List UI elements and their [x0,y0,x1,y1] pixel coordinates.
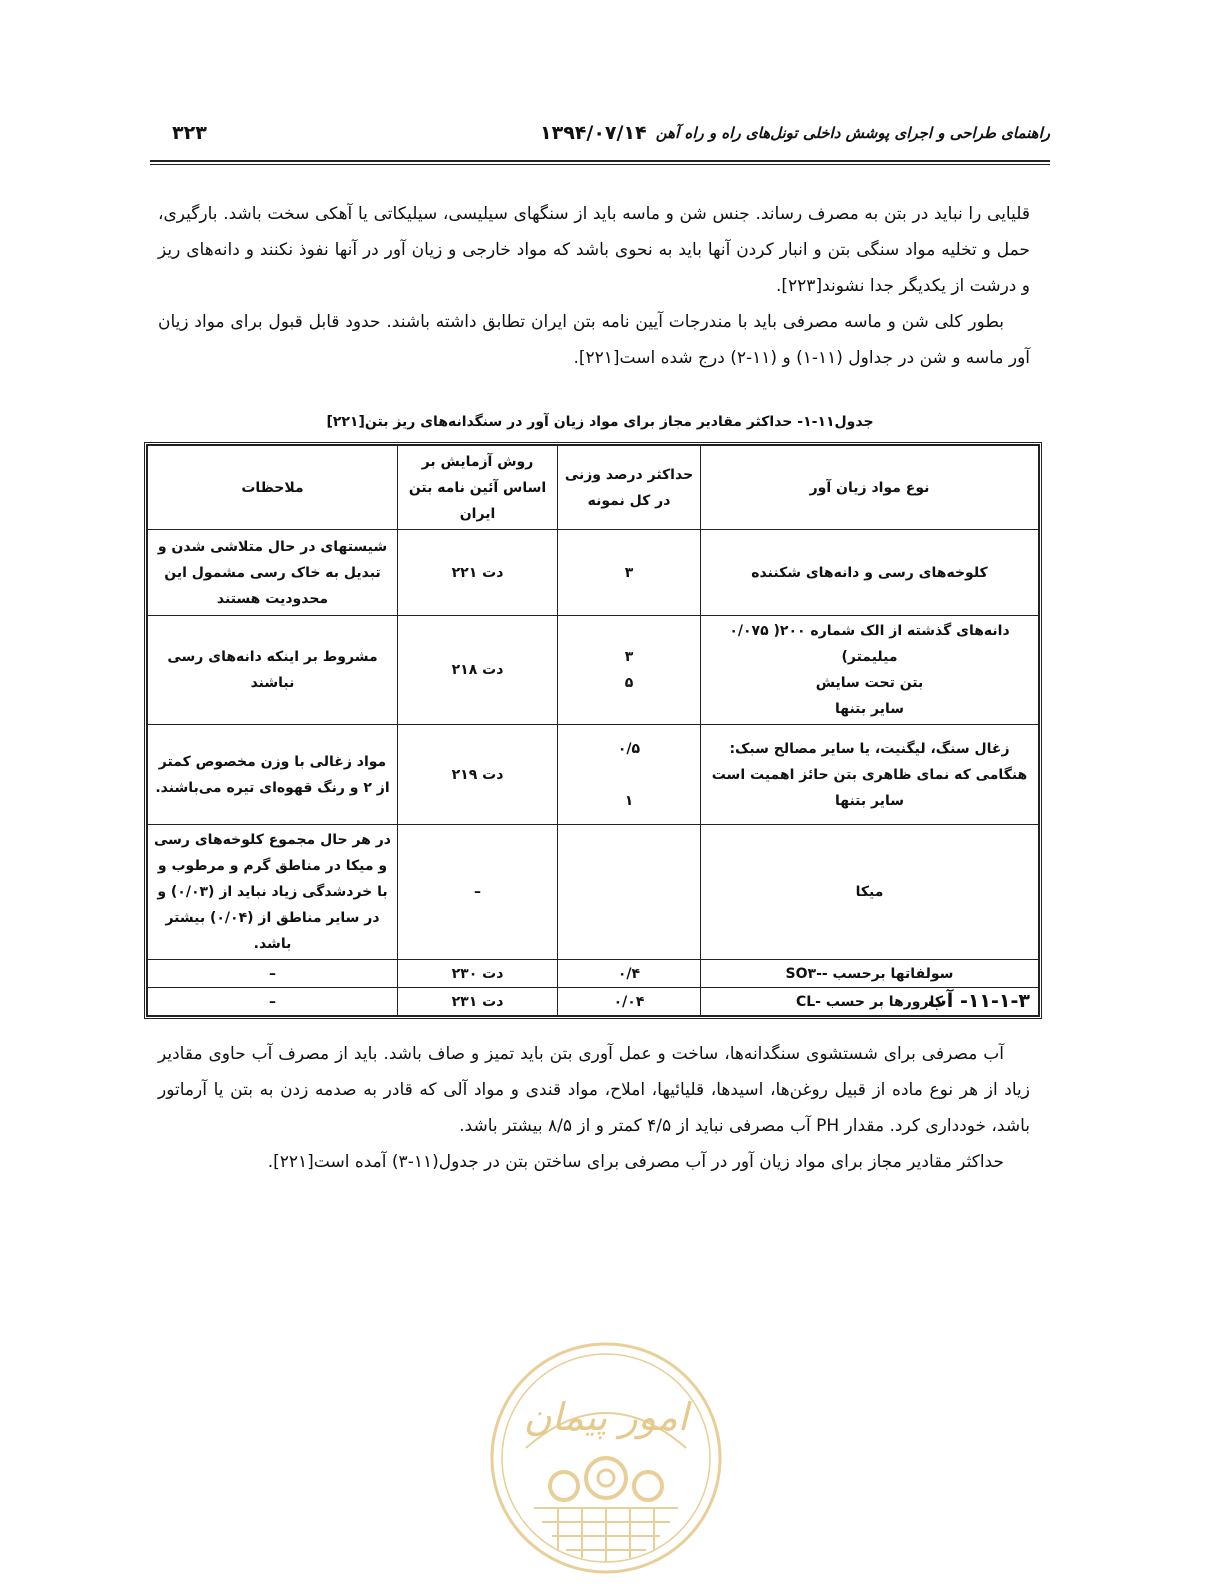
header-date: ۱۳۹۴/۰۷/۱۴ [540,122,647,144]
cell-type: سولفاتها برحسب --SO۳ [701,960,1039,988]
header-test-method: روش آزمایش بر اساس آئین نامه بتن ایران [398,446,558,530]
table-row [148,960,1039,988]
cell-test: دت ۲۳۰ [398,960,558,988]
cell-max: ۰/۵ ۱ [558,725,701,825]
cell-max: ۳ ۵ [558,616,701,725]
cell-test: – [398,825,558,960]
intro-paragraph: بطور کلی شن و ماسه مصرفی باید با مندرجات آیین نامه بتن ایران تطابق داشته باشند. حدود قابل قبول برای مواد زیان آور ماسه و شن در جداول (۱۱-۱) و (۱۱-۲) درج شده است[۲۲۱]. [158,312,1030,368]
cell-type: کلوخه‌های رسی و دانه‌های شکننده [701,530,1039,616]
cell-notes: – [148,988,398,1016]
cell-notes: مشروط بر اینکه دانه‌های رسی نباشند [148,616,398,725]
intro-paragraph: قلیایی را نباید در بتن به مصرف رساند. جنس شن و ماسه باید از سنگهای سیلیسی، سیلیکاتی یا آهکی سخت باشد. بارگیری، حمل و تخلیه مواد سنگی بتن و انبار کردن آنها باید به نحوی باشد که مواد خارجی و زیان آور در آنها نفوذ نکنند و دانه‌های ریز و درشت از یکدیگر جدا نشوند[۲۲۳]. [158,204,1030,296]
cell-max: ۳ [558,530,701,616]
table-header-row [148,446,1039,530]
header-notes: ملاحظات [148,446,398,530]
table-caption: جدول۱۱-۱- حداکثر مقادیر مجاز برای مواد زیان آور در سنگدانه‌های ریز بتن[۲۲۱] [326,414,874,430]
header-rule [150,160,1050,162]
intro-text [158,196,1030,376]
cell-notes: مواد زغالی با وزن مخصوص کمتر از ۲ و رنگ قهوه‌ای تیره می‌باشند. [148,725,398,825]
section-heading: ۱۱-۱-۳- آب [927,990,1030,1012]
harmful-materials-table [144,442,1042,1019]
water-paragraph: حداکثر مقادیر مجاز برای مواد زیان آور در آب مصرفی برای ساختن بتن در جدول(۱۱-۳) آمده است[۲۲۱]. [267,1152,1004,1172]
cell-type: کلرورها بر حسب -CL [701,988,1039,1016]
cell-type: میکا [701,825,1039,960]
header-max-percent: حداکثر درصد وزنی در کل نمونه [558,446,701,530]
cell-notes: شیستهای در حال متلاشی شدن و تبدیل به خاک رسی مشمول این محدودیت هستند [148,530,398,616]
stamp-text: امور پیمان [523,1395,689,1439]
header-type: نوع مواد زیان آور [701,446,1039,530]
table-row [148,725,1039,825]
cell-test: دت ۲۱۸ [398,616,558,725]
cell-test: دت ۲۲۱ [398,530,558,616]
cell-type: دانه‌های گذشته از الک شماره ۲۰۰( ۰/۰۷۵ میلیمتر) بتن تحت سایش سایر بتنها [701,616,1039,725]
cell-max [558,825,701,960]
page-header [150,118,1050,154]
header-rule-thin [150,164,1050,165]
water-text [158,1036,1030,1180]
cell-notes: در هر حال مجموع کلوخه‌های رسی و میکا در مناطق گرم و مرطوب و با خردشدگی زیاد نباید از (۰/۰۳) و در سایر مناطق از (۰/۰۴) بیشتر باشد. [148,825,398,960]
cell-type: زغال سنگ، لیگنیت، یا سایر مصالح سبک: هنگامی که نمای ظاهری بتن حائز اهمیت است سایر بتنها [701,725,1039,825]
table-row [148,530,1039,616]
cell-test: دت ۲۱۹ [398,725,558,825]
table-row [148,616,1039,725]
publisher-stamp [486,1338,726,1578]
table-row [148,825,1039,960]
page-number: ۳۲۳ [172,122,207,144]
cell-notes: – [148,960,398,988]
cell-max: ۰/۰۴ [558,988,701,1016]
book-title: راهنمای طراحی و اجرای پوشش داخلی تونل‌های راه و راه آهن [655,124,1050,142]
cell-max: ۰/۴ [558,960,701,988]
water-paragraph: آب مصرفی برای شستشوی سنگدانه‌ها، ساخت و عمل آوری بتن باید تمیز و صاف باشد. باید از مصرف آب حاوی مقادیر زیاد از هر نوع ماده از قبیل روغن‌ها، اسیدها، قلیائیها، املاح، مواد قندی و مواد آلی که قادر به صدمه زدن به بتن یا آرماتور باشد، خودداری کرد. مقدار PH آب مصرفی نباید از ۴/۵ کمتر و از ۸/۵ بیشتر باشد. [158,1044,1030,1136]
cell-test: دت ۲۳۱ [398,988,558,1016]
